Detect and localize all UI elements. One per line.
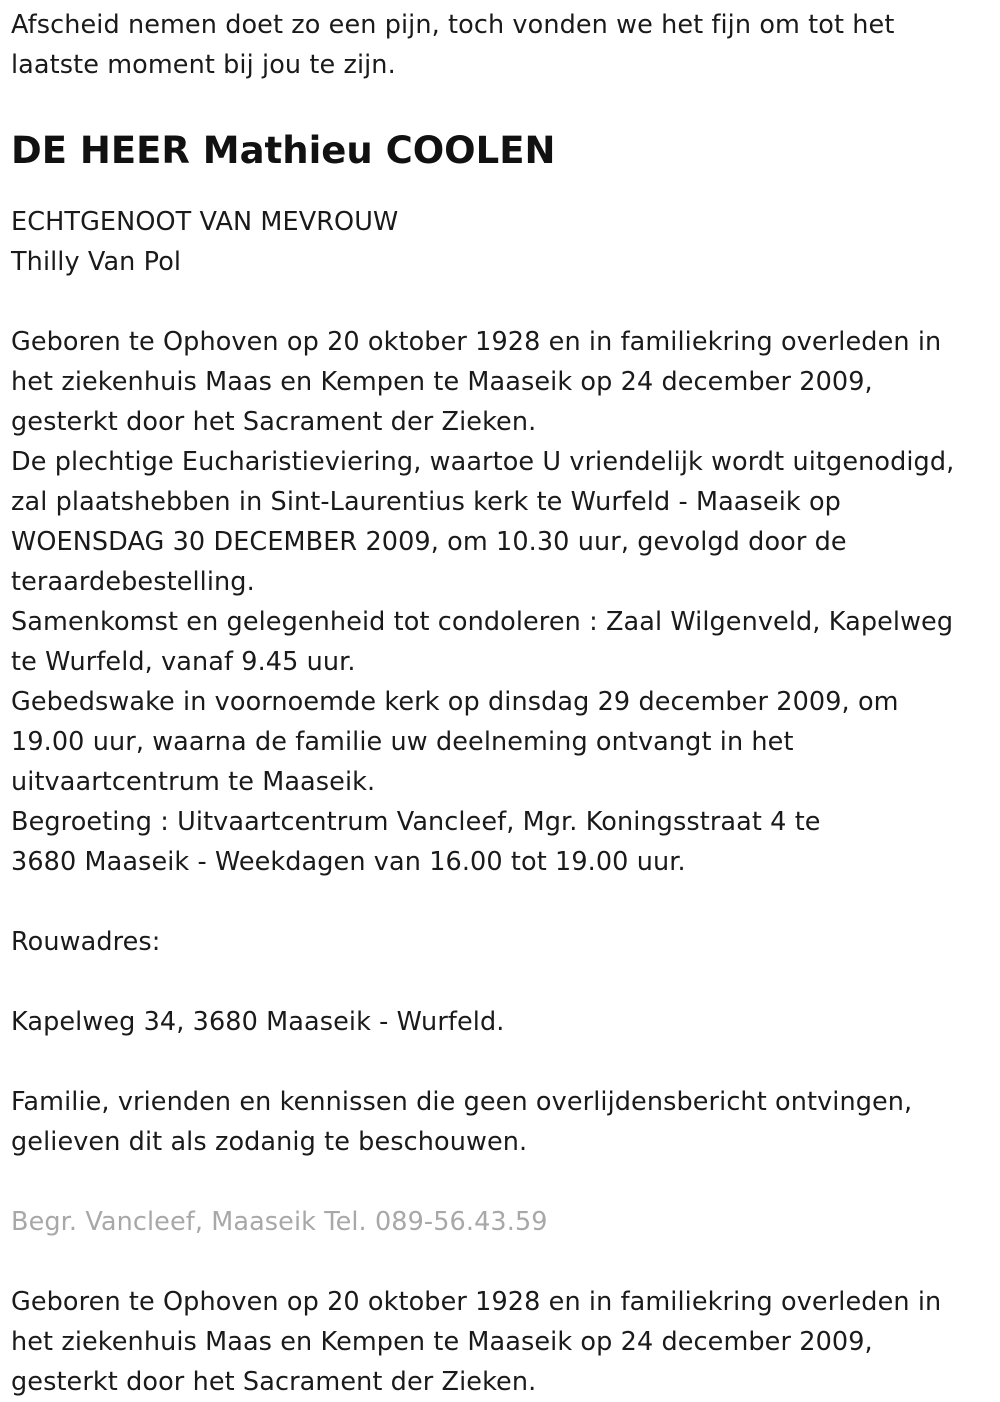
deceased-name: DE HEER Mathieu COOLEN xyxy=(11,129,556,172)
notice-text xyxy=(11,1082,996,1162)
obituary-notice xyxy=(11,0,996,1402)
spacer xyxy=(11,1042,996,1082)
notice-line: Familie, vrienden en kennissen die geen overlijdensbericht ontvingen, xyxy=(11,1086,913,1117)
body-line: zal plaatshebben in Sint-Laurentius kerk te Wurfeld - Maaseik op xyxy=(11,486,841,517)
footer-line: Geboren te Ophoven op 20 oktober 1928 en in familiekring overleden in xyxy=(11,1286,942,1317)
body-line: WOENSDAG 30 DECEMBER 2009, om 10.30 uur, gevolgd door de xyxy=(11,526,847,557)
body-line: teraardebestelling. xyxy=(11,566,255,597)
footer-text xyxy=(11,1282,996,1402)
spacer xyxy=(11,1162,996,1202)
mourning-address: Kapelweg 34, 3680 Maaseik - Wurfeld. xyxy=(11,1006,505,1037)
spouse-relation: ECHTGENOOT VAN MEVROUW xyxy=(11,206,399,237)
undertaker-contact: Begr. Vancleef, Maaseik Tel. 089-56.43.59 xyxy=(11,1206,548,1237)
body-line: De plechtige Eucharistieviering, waartoe U vriendelijk wordt uitgenodigd, xyxy=(11,446,955,477)
body-line: uitvaartcentrum te Maaseik. xyxy=(11,766,376,797)
footer-line: het ziekenhuis Maas en Kempen te Maaseik op 24 december 2009, xyxy=(11,1326,873,1357)
body-line: 3680 Maaseik - Weekdagen van 16.00 tot 19.00 uur. xyxy=(11,846,686,877)
body-line: het ziekenhuis Maas en Kempen te Maaseik op 24 december 2009, xyxy=(11,366,873,397)
body-line: Gebedswake in voornoemde kerk op dinsdag 29 december 2009, om xyxy=(11,686,899,717)
body-line: Geboren te Ophoven op 20 oktober 1928 en in familiekring overleden in xyxy=(11,326,942,357)
body-line: te Wurfeld, vanaf 9.45 uur. xyxy=(11,646,356,677)
spacer xyxy=(11,282,996,322)
intro-line: laatste moment bij jou te zijn. xyxy=(11,50,396,80)
spacer xyxy=(11,1242,996,1282)
body-line: 19.00 uur, waarna de familie uw deelneming ontvangt in het xyxy=(11,726,794,757)
spacer xyxy=(11,962,996,1002)
body-line: gesterkt door het Sacrament der Zieken. xyxy=(11,406,537,437)
spouse-block xyxy=(11,202,996,282)
spouse-name: Thilly Van Pol xyxy=(11,246,182,277)
notice-line: gelieven dit als zodanig te beschouwen. xyxy=(11,1126,528,1157)
spacer xyxy=(11,882,996,922)
body-text xyxy=(11,322,996,882)
body-line: Begroeting : Uitvaartcentrum Vancleef, Mgr. Koningsstraat 4 te xyxy=(11,806,821,837)
address-label: Rouwadres: xyxy=(11,926,161,957)
body-line: Samenkomst en gelegenheid tot condoleren : Zaal Wilgenveld, Kapelweg xyxy=(11,606,954,637)
footer-line: gesterkt door het Sacrament der Zieken. xyxy=(11,1366,537,1397)
intro-line: Afscheid nemen doet zo een pijn, toch vonden we het fijn om tot het xyxy=(11,10,895,40)
intro-verse xyxy=(11,5,996,85)
